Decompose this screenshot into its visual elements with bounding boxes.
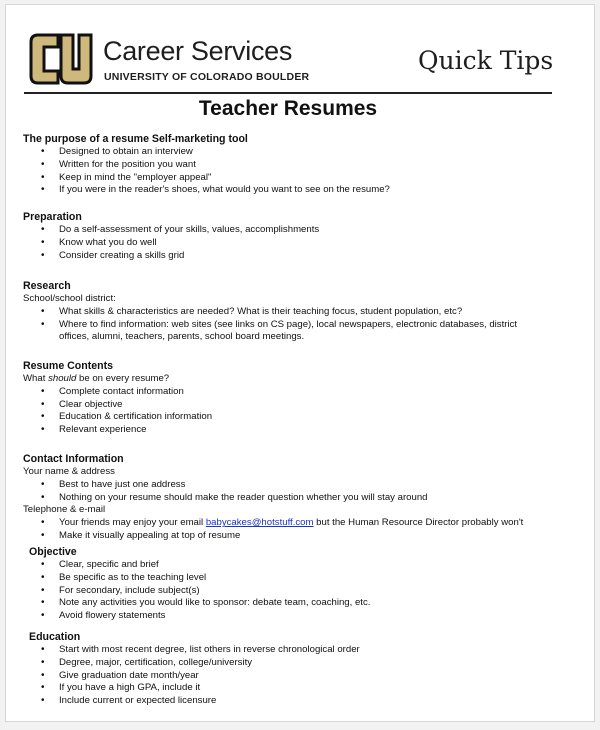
section-heading: Resume Contents xyxy=(23,360,114,372)
section-heading: Research xyxy=(23,280,71,292)
section-preparation xyxy=(23,211,563,262)
header-divider xyxy=(24,92,552,94)
list-item: • Start with most recent degree, list others in reverse chronological order xyxy=(23,644,563,657)
bullet-list xyxy=(23,386,563,437)
list-item: • Keep in mind the "employer appeal" xyxy=(23,172,563,185)
list-item: • If you were in the reader's shoes, what would you want to see on the resume? xyxy=(23,184,563,197)
bullet-list xyxy=(23,146,563,197)
section-heading: The purpose of a resume Self-marketing tool xyxy=(23,133,248,145)
list-item: • What skills & characteristics are needed? What is their teaching focus, student population, etc? xyxy=(23,306,563,319)
bullet-list xyxy=(23,517,563,543)
list-item xyxy=(23,517,563,530)
list-item: • Note any activities you would like to sponsor: debate team, coaching, etc. xyxy=(23,597,563,610)
section-heading: Preparation xyxy=(23,211,82,223)
list-item: • Relevant experience xyxy=(23,424,563,437)
sub-prefix: What xyxy=(23,373,49,384)
list-item: • Complete contact information xyxy=(23,386,563,399)
bullet-list xyxy=(23,479,563,505)
list-item: • Written for the position you want xyxy=(23,159,563,172)
list-item: • Include current or expected licensure xyxy=(23,695,563,708)
email-link[interactable]: babycakes@hotstuff.com xyxy=(205,517,314,529)
list-item: • If you have a high GPA, include it xyxy=(23,682,563,695)
cu-logo xyxy=(28,31,94,87)
section-objective xyxy=(23,546,563,623)
section-resume-contents xyxy=(23,360,563,437)
list-item: • For secondary, include subject(s) xyxy=(23,585,563,598)
list-item: • Best to have just one address xyxy=(23,479,563,492)
brand-title: Career Services xyxy=(103,36,293,66)
page-header xyxy=(6,5,594,93)
list-item: • Avoid flowery statements xyxy=(23,610,563,623)
section-research xyxy=(23,280,563,344)
sub-suffix: be on every resume? xyxy=(76,373,170,384)
list-item: • Do a self-assessment of your skills, values, accomplishments xyxy=(23,224,563,237)
list-item: • Degree, major, certification, college/university xyxy=(23,657,563,670)
list-item: • Know what you do well xyxy=(23,237,563,250)
bullet-list xyxy=(23,306,563,344)
section-heading: Contact Information xyxy=(23,453,124,465)
section-heading: Education xyxy=(29,631,81,643)
page-title: Teacher Resumes xyxy=(198,97,378,120)
bullet-list xyxy=(23,644,563,708)
list-item-continuation: offices, alumni, teachers, parents, school board meetings. xyxy=(59,331,305,343)
list-item: • Nothing on your resume should make the reader question whether you will stay around xyxy=(23,492,563,505)
section-subheading xyxy=(23,373,563,386)
section-heading: Objective xyxy=(29,546,77,558)
document-page xyxy=(5,4,595,722)
list-item: • Designed to obtain an interview xyxy=(23,146,563,159)
friends-prefix: Your friends may enjoy your email xyxy=(59,517,206,529)
list-item: • Education & certification information xyxy=(23,411,563,424)
list-item: • Give graduation date month/year xyxy=(23,670,563,683)
sub-emphasis: should xyxy=(48,373,77,384)
section-subheading: Your name & address xyxy=(23,466,115,477)
list-item: • Clear objective xyxy=(23,399,563,412)
list-item: • Make it visually appealing at top of resume xyxy=(23,530,563,543)
list-item: • Be specific as to the teaching level xyxy=(23,572,563,585)
section-subheading: School/school district: xyxy=(23,293,116,304)
section-purpose xyxy=(23,133,563,197)
section-contact xyxy=(23,453,563,543)
section-education xyxy=(23,631,563,708)
list-item: • Consider creating a skills grid xyxy=(23,250,563,263)
bullet-list xyxy=(23,559,563,623)
bullet-list xyxy=(23,224,563,262)
list-item: • Clear, specific and brief xyxy=(23,559,563,572)
list-item: • Where to find information: web sites (see links on CS page), local newspapers, electronic databases, district xyxy=(23,319,563,332)
brand-subtitle: UNIVERSITY OF COLORADO BOULDER xyxy=(104,71,310,83)
quick-tips-label: Quick Tips xyxy=(418,46,554,75)
friends-suffix: but the Human Resource Director probably won't xyxy=(313,517,524,529)
section-subheading: Telephone & e-mail xyxy=(23,504,106,516)
